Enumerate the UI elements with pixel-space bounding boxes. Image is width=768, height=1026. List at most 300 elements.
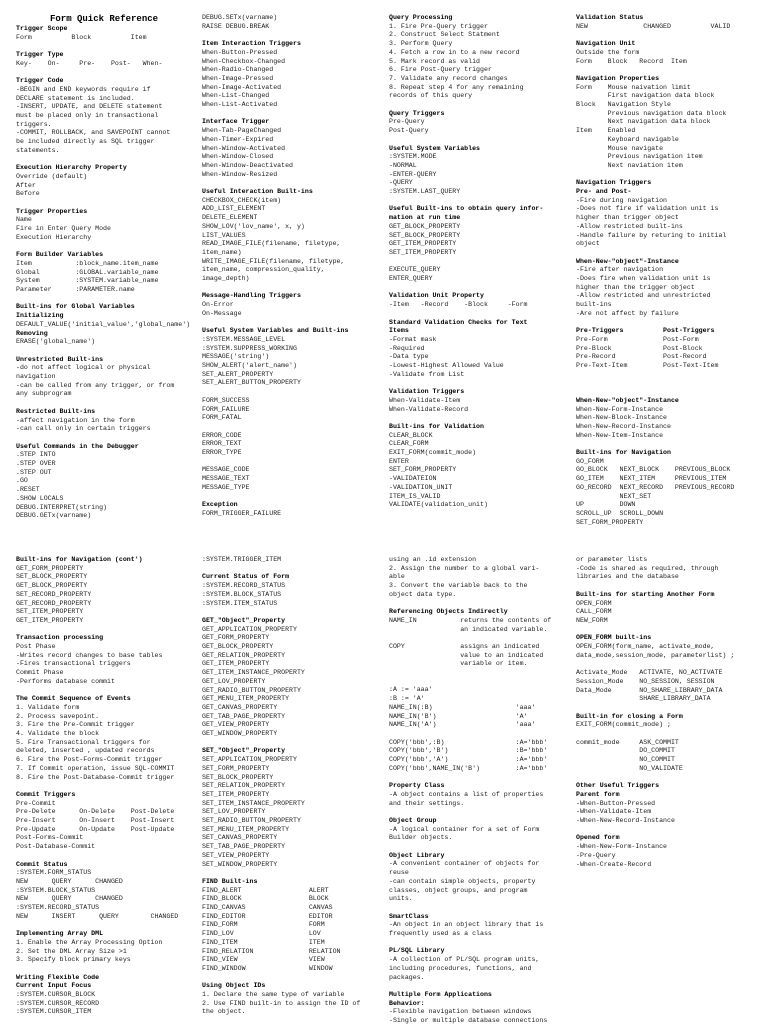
column-body xyxy=(576,14,758,527)
section-heading: Built-ins for Navigation xyxy=(576,449,671,457)
text-line: NAME_IN returns the contents of xyxy=(389,616,552,624)
section-heading: Built-ins for starting Another Form xyxy=(576,590,715,598)
text-line: ERROR_TYPE xyxy=(202,449,242,457)
text-line: FORM_SUCCESS xyxy=(202,396,250,404)
text-line: COPY('bbb','A') :A='bbb' xyxy=(389,756,548,764)
text-line: Execution Hierarchy xyxy=(16,233,92,241)
text-line: -A object contains a list of properties xyxy=(389,790,544,798)
section-heading: Standard Validation Checks for Text xyxy=(389,318,528,326)
text-line: FORM_TRIGGER_FAILURE xyxy=(202,509,282,517)
text-line: GET_RADIO_BUTTON_PROPERTY xyxy=(202,686,301,694)
section-heading: Object Group xyxy=(389,816,437,824)
text-line: -Performs database commit xyxy=(16,677,115,685)
text-line: :SYSTEM.SUPPRESS_WORKING xyxy=(202,344,297,352)
text-line: Previous navigation item xyxy=(576,153,703,161)
section-heading: Query Triggers xyxy=(389,109,445,117)
text-line: GET_BLOCK_PROPERTY xyxy=(389,222,461,230)
text-line: On-Error xyxy=(202,301,234,309)
column-4-bottom xyxy=(576,556,758,869)
blank-line xyxy=(202,319,384,328)
column-2-top xyxy=(202,14,384,519)
text-line: commit_mode ASK_COMMIT xyxy=(576,738,679,746)
text-line: When-List-Changed xyxy=(202,92,270,100)
column-body xyxy=(389,14,571,510)
text-line: GO_RECORD NEXT_RECORD PREVIOUS_RECORD xyxy=(576,483,735,491)
blank-line xyxy=(389,843,571,852)
text-line: COPY('bbb',:B) :A='bbb' xyxy=(389,738,548,746)
column-4-top xyxy=(576,14,758,527)
section-heading: Navigation Properties xyxy=(576,74,660,82)
text-line: NAME_IN('B') 'A' xyxy=(389,712,528,720)
text-line: MESSAGE_TYPE xyxy=(202,483,250,491)
text-line: ERASE('global_name') xyxy=(16,338,96,346)
text-line: SET_BLOCK_PROPERTY xyxy=(389,231,461,239)
text-line: When-New-Item-Instance xyxy=(576,431,664,439)
section-heading: Writing Flexible Code xyxy=(16,973,100,981)
text-line: or parameter lists xyxy=(576,556,648,563)
text-line: SET_ITEM_PROPERTY xyxy=(16,608,84,616)
text-line: higher than the trigger object xyxy=(576,283,695,291)
blank-line xyxy=(16,42,198,51)
text-line: Key- On- Pre- Post- When- xyxy=(16,59,163,67)
text-line: DECLARE statement is included. xyxy=(16,94,135,102)
text-line: EXECUTE_QUERY xyxy=(389,266,441,274)
text-line: READ_IMAGE_FILE(filename, filetype, xyxy=(202,240,341,248)
text-line: -Flexible navigation between windows xyxy=(389,1008,532,1016)
text-line: -Pre-Query xyxy=(576,851,616,859)
text-line: UP DOWN xyxy=(576,501,636,509)
blank-line xyxy=(16,852,198,861)
text-line: Post-Query xyxy=(389,127,429,135)
text-line: On-Message xyxy=(202,309,242,317)
section-heading: Message-Handling Triggers xyxy=(202,292,301,300)
section-heading: Other Useful Triggers xyxy=(576,782,660,790)
blank-line xyxy=(576,249,758,258)
blank-line xyxy=(389,310,571,319)
text-line: Keyboard navigable xyxy=(576,135,679,143)
blank-line xyxy=(202,388,384,397)
section-heading: Built-ins for Global Variables xyxy=(16,303,135,311)
text-line: SET_FORM_PROPERTY xyxy=(389,466,457,474)
text-line: GET_APPLICATION_PROPERTY xyxy=(202,625,297,633)
text-line: -BEGIN and END keywords require if xyxy=(16,85,151,93)
text-line: SET_BLOCK_PROPERTY xyxy=(202,773,274,781)
text-line: 1. Fire Pre-Query trigger xyxy=(389,22,488,30)
text-line: DELETE_ELEMENT xyxy=(202,214,258,222)
text-line: :SYSTEM.MODE xyxy=(389,153,437,161)
text-line: GET_RELATION_PROPERTY xyxy=(202,651,286,659)
text-line: Previous navigation data block xyxy=(576,109,727,117)
text-line: GO_ITEM NEXT_ITEM PREVIOUS_ITEM xyxy=(576,475,727,483)
section-heading: Removing xyxy=(16,329,48,337)
text-line: When-Window-Activated xyxy=(202,144,286,152)
text-line: Activate_Mode ACTIVATE, NO_ACTIVATE xyxy=(576,669,723,677)
blank-line xyxy=(16,399,198,408)
text-line: .STEP OUT xyxy=(16,468,52,476)
section-heading: Multiple Form Applications xyxy=(389,990,492,998)
text-line: deleted, inserted , updated records xyxy=(16,747,155,755)
text-line: GET_ITEM_PROPERTY xyxy=(389,240,457,248)
section-heading: Opened form xyxy=(576,834,620,842)
text-line: -VALIDATEION xyxy=(389,475,437,483)
section-heading: PL/SQL Library xyxy=(389,947,445,955)
blank-line xyxy=(576,704,758,713)
text-line: SET_RELATION_PROPERTY xyxy=(202,782,286,790)
section-heading: Validation Unit Property xyxy=(389,292,484,300)
text-line: classes, object groups, and program xyxy=(389,886,528,894)
section-heading: Item Interaction Triggers xyxy=(202,40,301,48)
text-line: Pre-Query xyxy=(389,118,425,126)
text-line: Session_Mode NO_SESSION, SESSION xyxy=(576,677,715,685)
text-line: :SYSTEM.CURSOR_BLOCK xyxy=(16,991,96,999)
blank-line xyxy=(16,782,198,791)
column-1-bottom xyxy=(16,556,198,1017)
blank-line xyxy=(576,371,758,380)
text-line: When-Timer-Expired xyxy=(202,135,274,143)
text-line: -A convenient container of objects for xyxy=(389,860,540,868)
text-line: GET_TAB_PAGE_PROPERTY xyxy=(202,712,286,720)
blank-line xyxy=(16,687,198,696)
blank-line xyxy=(202,974,384,983)
column-body xyxy=(202,556,384,1017)
text-line: -ENTER-QUERY xyxy=(389,170,437,178)
text-line: COPY('bbb',NAME_IN('B') :A='bbb' xyxy=(389,764,548,772)
text-line: GET_FORM_PROPERTY xyxy=(202,634,270,642)
section-heading: Pre- and Post- xyxy=(576,188,632,196)
text-line: SHARE_LIBRARY_DATA xyxy=(576,695,711,703)
text-line: When-Image-Activated xyxy=(202,83,282,91)
text-line: :SYSTEM.CURSOR_ITEM xyxy=(16,1008,92,1016)
text-line: Fire in Enter Query Mode xyxy=(16,225,111,233)
text-line: When-List-Activated xyxy=(202,101,278,109)
text-line: Block Navigation Style xyxy=(576,101,671,108)
blank-line xyxy=(576,31,758,40)
section-heading: Built-ins for Navigation (cont') xyxy=(16,556,143,563)
text-line: NEW QUERY CHANGED xyxy=(16,895,123,903)
text-line: -Fire after navigation xyxy=(576,266,664,274)
blank-line xyxy=(576,319,758,328)
text-line: .GO xyxy=(16,477,28,485)
text-line: OPEN_FORM(form_name, activate_mode, xyxy=(576,643,715,650)
section-heading: The Commit Sequence of Events xyxy=(16,695,131,703)
text-line: GET_CANVAS_PROPERTY xyxy=(202,703,278,711)
section-heading: Navigation Triggers xyxy=(576,179,652,187)
text-line: After xyxy=(16,181,36,189)
text-line: When-Tab-PageChanged xyxy=(202,127,282,135)
text-line: When-Validate-Item xyxy=(389,396,461,404)
text-line: :SYSTEM.RECORD_STATUS xyxy=(202,582,286,590)
text-line: -NORMAL xyxy=(389,161,417,169)
text-line: 1. Declare the same type of variable xyxy=(202,991,345,999)
text-line: -INSERT, UPDATE, and DELETE statement xyxy=(16,103,163,111)
column-body xyxy=(16,25,198,521)
text-line: 2. Set the DML Array Size >1 xyxy=(16,947,127,955)
text-line: 1. Enable the Array Processing Option xyxy=(16,938,163,946)
text-line: an indicated variable. xyxy=(389,625,548,633)
text-line: -can contain simple objects, property xyxy=(389,877,536,885)
text-line: LIST_VALUES xyxy=(202,231,246,239)
text-line: object data type. xyxy=(389,590,457,598)
text-line: Pre-Update On-Update Post-Update xyxy=(16,825,175,833)
section-heading: Items xyxy=(389,327,409,335)
text-line: MESSAGE_CODE xyxy=(202,466,250,474)
blank-line xyxy=(16,199,198,208)
text-line: COPY('bbb','B') :B='bbb' xyxy=(389,747,548,755)
blank-line xyxy=(389,939,571,948)
text-line: and their settings. xyxy=(389,799,465,807)
text-line: -Lowest-Highest Allowed Value xyxy=(389,362,504,370)
text-line: NO_COMMIT xyxy=(576,756,675,764)
section-heading: Implementing Array DML xyxy=(16,930,104,938)
section-heading: When-New-"object"-Instance xyxy=(576,257,679,265)
text-line: Pre-Delete On-Delete Post-Delete xyxy=(16,808,175,816)
text-line: packages. xyxy=(389,973,425,981)
text-line: reuse xyxy=(389,869,409,877)
text-line: Form Mouse naivation limit xyxy=(576,83,691,91)
section-heading: Built-in for closing a Form xyxy=(576,712,683,720)
blank-line xyxy=(202,31,384,40)
section-heading: Unrestricted Built-ins xyxy=(16,355,104,363)
text-line: Builder objects. xyxy=(389,834,453,842)
text-line: -When-Create-Record xyxy=(576,860,652,868)
text-line: Form Block Record Item xyxy=(576,57,687,65)
text-line: Pre-Record Post-Record xyxy=(576,353,707,361)
text-line: Pre-Insert On-Insert Post-Insert xyxy=(16,817,175,825)
text-line: -Single or multiple database connections xyxy=(389,1017,548,1025)
text-line: DEBUG.SETx(varname) xyxy=(202,14,278,21)
section-heading: Trigger Properties xyxy=(16,207,88,215)
text-line: GET_ITEM_INSTANCE_PROPERTY xyxy=(202,669,305,677)
text-line: 2. Assign the number to a global vari- xyxy=(389,564,540,572)
column-body xyxy=(202,14,384,519)
text-line: FORM_FAILURE xyxy=(202,405,250,413)
blank-line xyxy=(389,669,571,678)
blank-line xyxy=(16,295,198,304)
text-line: 2. Process savepoint. xyxy=(16,712,100,720)
text-line: When-Checkbox-Changed xyxy=(202,57,286,65)
text-line: NAME_IN('A') 'aaa' xyxy=(389,721,536,729)
blank-line xyxy=(202,608,384,617)
text-line: FIND_CANVAS CANVAS xyxy=(202,904,333,912)
text-line: ADD_LIST_ELEMENT xyxy=(202,205,266,213)
text-line: 3. Fire the Pre-Commit trigger xyxy=(16,721,135,729)
section-heading: Restricted Built-ins xyxy=(16,407,96,415)
blank-line xyxy=(576,582,758,591)
section-heading: Form Builder Variables xyxy=(16,251,104,259)
blank-line xyxy=(16,156,198,165)
text-line: DEBUG.INTERPRET(string) xyxy=(16,503,108,511)
text-line: GET_LOV_PROPERTY xyxy=(202,677,266,685)
text-line: -Writes record changes to base tables xyxy=(16,651,163,659)
text-line: -When-Validate-Item xyxy=(576,808,652,816)
blank-line xyxy=(202,565,384,574)
text-line: data_mode,session_mode, parameterlist) ; xyxy=(576,651,735,659)
text-line: 5. Fire Transactional triggers for xyxy=(16,738,151,746)
section-heading: Validation Triggers xyxy=(389,388,465,396)
text-line: Pre-Form Post-Form xyxy=(576,335,699,343)
section-heading: Exception xyxy=(202,501,238,509)
text-line: Next navigation data block xyxy=(576,118,711,126)
text-line: When-New-Form-Instance xyxy=(576,405,664,413)
text-line: :SYSTEM.FORM_STATUS xyxy=(16,869,92,877)
text-line: GET_ITEM_PROPERTY xyxy=(16,616,84,624)
text-line: CALL_FORM xyxy=(576,608,612,616)
text-line: .RESET xyxy=(16,486,40,494)
blank-line xyxy=(389,600,571,609)
text-line: VALIDATE(validation_unit) xyxy=(389,501,488,509)
blank-line xyxy=(202,423,384,432)
text-line: Override (default) xyxy=(16,172,88,180)
text-line: libraries and the database xyxy=(576,573,679,581)
section-heading: Using Object IDs xyxy=(202,982,266,990)
text-line: Global :GLOBAL.variable_name xyxy=(16,268,159,276)
text-line: Pre-Commit xyxy=(16,799,56,807)
text-line: item_name) xyxy=(202,248,242,256)
text-line: GET_FORM_PROPERTY xyxy=(16,564,84,572)
text-line: 2. Construct Select Statment xyxy=(389,31,500,39)
text-line: -When-New-Record-Instance xyxy=(576,817,675,824)
text-line: DEFAULT_VALUE('initial_value','global_name') xyxy=(16,320,191,328)
section-heading: mation at run time xyxy=(389,214,461,222)
text-line: -COMMIT, ROLLBACK, and SAVEPOINT cannot xyxy=(16,129,171,137)
text-line: SET_WINDOW_PROPERTY xyxy=(202,860,278,868)
blank-line xyxy=(202,110,384,119)
text-line: WRITE_IMAGE_FILE(filename, filetype, xyxy=(202,257,345,265)
text-line: SET_MENU_ITEM_PROPERTY xyxy=(202,825,290,833)
section-heading: Trigger Scope xyxy=(16,25,68,32)
text-line: NAME_IN(:B) 'aaa' xyxy=(389,703,536,711)
section-heading: Parent form xyxy=(576,790,620,798)
section-heading: When-New-"object"-Instance xyxy=(576,396,679,404)
text-line: NO_VALIDATE xyxy=(576,764,683,772)
text-line: ENTER_QUERY xyxy=(389,275,433,283)
text-line: SCROLL_UP SCROLL_DOWN xyxy=(576,509,664,517)
text-line: ENTER xyxy=(389,457,409,465)
text-line: -Fire during navigation xyxy=(576,196,668,204)
column-body xyxy=(576,556,758,869)
blank-line xyxy=(389,197,571,206)
blank-line xyxy=(389,379,571,388)
section-heading: Useful System Variables xyxy=(389,144,481,152)
section-heading: Current Input Focus xyxy=(16,982,92,990)
text-line: When-Image-Pressed xyxy=(202,74,274,82)
text-line: 4. Fetch a row in to a new record xyxy=(389,48,520,56)
text-line: ITEM_IS_VALID xyxy=(389,492,441,500)
text-line: :B := 'A' xyxy=(389,695,425,703)
section-heading: Commit Triggers xyxy=(16,790,76,798)
section-heading: Pre-Triggers Post-Triggers xyxy=(576,327,715,335)
text-line: 3. Perform Query xyxy=(389,40,453,48)
text-line: -When-New-Form-Instance xyxy=(576,843,668,851)
text-line: .SHOW LOCALS xyxy=(16,494,64,502)
blank-line xyxy=(16,243,198,252)
text-line: 1. Validate form xyxy=(16,703,80,711)
text-line: When-New-Record-Instance xyxy=(576,422,671,430)
text-line: -can be called from any trigger, or from xyxy=(16,381,175,389)
text-line: variable or item. xyxy=(389,660,528,668)
text-line: When-Radio-Changed xyxy=(202,66,274,74)
text-line: COPY assigns an indicated xyxy=(389,643,540,650)
text-line: :SYSTEM.LAST_QUERY xyxy=(389,188,461,196)
text-line: -Validate from List xyxy=(389,370,465,378)
text-line: higher than trigger object xyxy=(576,214,679,222)
text-line: including procedures, functions, and xyxy=(389,964,532,972)
text-line: ERROR_TEXT xyxy=(202,440,242,448)
text-line: CHECKBOX_CHECK(item) xyxy=(202,196,282,204)
text-line: using an .id extension xyxy=(389,556,477,563)
text-line: 6. Fire Post-Query trigger xyxy=(389,66,492,74)
text-line: MESSAGE('string') xyxy=(202,353,270,361)
text-line: :SYSTEM.ITEM_STATUS xyxy=(202,599,278,607)
text-line: NEW_FORM xyxy=(576,616,608,624)
text-line: :SYSTEM.CURSOR_RECORD xyxy=(16,999,100,1007)
section-heading: Trigger Code xyxy=(16,77,64,85)
text-line: 6. Fire the Post-Forms-Commit trigger xyxy=(16,756,163,764)
section-heading: Commit Status xyxy=(16,860,68,868)
text-line: FIND_FORM FORM xyxy=(202,921,325,929)
text-line: Before xyxy=(16,190,40,198)
text-line: the object. xyxy=(202,1008,246,1016)
text-line: GET_WINDOW_PROPERTY xyxy=(202,730,278,738)
text-line: SET_CANVAS_PROPERTY xyxy=(202,834,278,842)
section-heading: Navigation Unit xyxy=(576,40,636,48)
text-line: 8. Fire the Post-Database-Commit trigger xyxy=(16,773,175,781)
text-line: frequently used as a class xyxy=(389,930,492,938)
text-line: FIND_EDITOR EDITOR xyxy=(202,912,333,920)
text-line: Post-Database-Commit xyxy=(16,843,96,851)
text-line: 7. If Commit operation, issue SQL-COMMIT xyxy=(16,764,175,772)
blank-line xyxy=(576,774,758,783)
text-line: -Data type xyxy=(389,353,429,361)
text-line: SET_ALERT_BUTTON_PROPERTY xyxy=(202,379,301,387)
text-line: :SYSTEM.BLOCK_STATUS xyxy=(202,590,282,598)
text-line: SET_FORM_PROPERTY xyxy=(576,518,644,526)
text-line: -QUERY xyxy=(389,179,413,187)
text-line: When-Validate-Record xyxy=(389,405,469,413)
text-line: FORM_FATAL xyxy=(202,414,242,422)
blank-line xyxy=(389,414,571,423)
column-body xyxy=(16,556,198,1017)
blank-line xyxy=(389,101,571,110)
text-line: GET_VIEW_PROPERTY xyxy=(202,721,270,729)
text-line: -Does fire when validation unit is xyxy=(576,275,711,283)
blank-line xyxy=(202,458,384,467)
text-line: Commit Phase xyxy=(16,669,64,677)
text-line: -Code is shared as required, through xyxy=(576,564,719,572)
text-line: Form Block Item xyxy=(16,33,147,41)
blank-line xyxy=(389,634,571,643)
text-line: item_name, compression_quality, xyxy=(202,266,325,274)
section-heading: Interface Trigger xyxy=(202,118,270,126)
text-line: SHOW_ALERT('alert_name') xyxy=(202,362,297,370)
text-line: Outside the form xyxy=(576,48,640,56)
text-line: FIND_WINDOW WINDOW xyxy=(202,964,333,972)
text-line: GET_BLOCK_PROPERTY xyxy=(202,643,274,650)
text-line: FIND_RELATION RELATION xyxy=(202,947,341,955)
text-line: Mouse navigate xyxy=(576,144,664,152)
section-heading: SmartClass xyxy=(389,912,429,920)
column-1-top xyxy=(16,14,198,521)
blank-line xyxy=(576,730,758,739)
text-line: -VALIDATION_UNIT xyxy=(389,483,453,491)
text-line: any subprogram xyxy=(16,390,72,398)
text-line: .STEP INTO xyxy=(16,451,56,459)
section-heading: Validation Status xyxy=(576,14,644,21)
text-line: System :SYSTEM.variable_name xyxy=(16,277,159,285)
text-line: units. xyxy=(389,895,413,903)
blank-line xyxy=(389,284,571,293)
text-line: DEBUG.GETx(varname) xyxy=(16,512,92,520)
